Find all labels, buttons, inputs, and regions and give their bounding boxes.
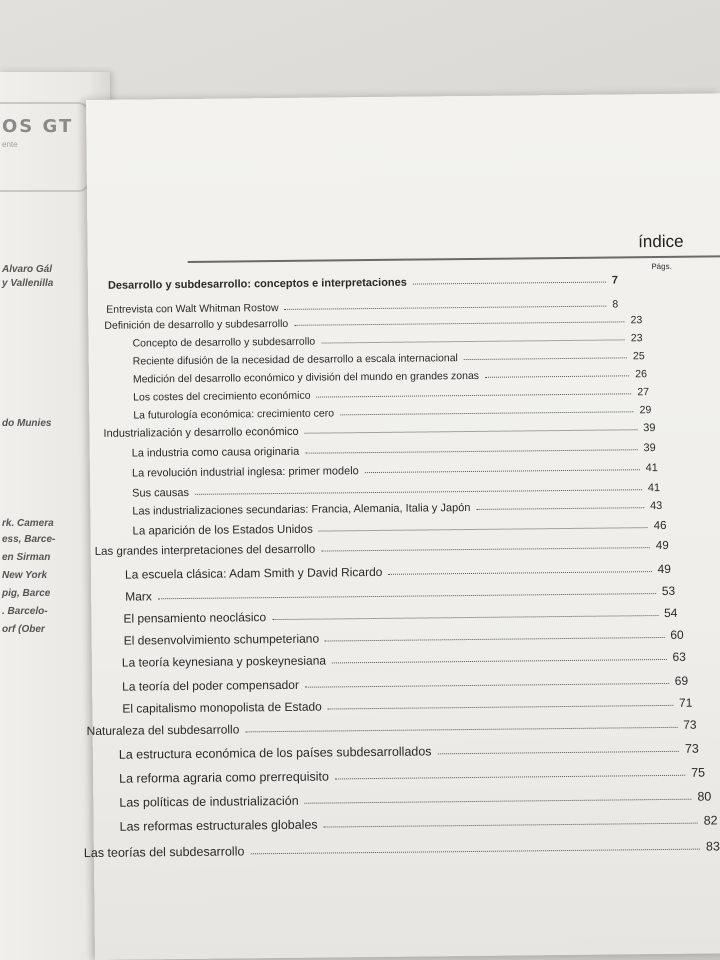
leader-dots (325, 637, 664, 642)
toc-entry-page: 69 (674, 673, 689, 688)
leader-dots (413, 282, 606, 285)
toc-entry-title: Definición de desarrollo y subdesarrollo (104, 317, 289, 332)
toc-entry-page: 80 (697, 789, 712, 804)
toc-entry-title: Las grandes interpretaciones del desarrollo (94, 543, 316, 558)
leader-dots (319, 527, 648, 531)
toc-entry-title: Los costes del crecimiento económico (133, 389, 311, 404)
toc-entry-page: 43 (649, 499, 663, 513)
toc-entry-page: 54 (663, 605, 678, 620)
toc-entry-page: 27 (637, 386, 650, 399)
toc-entry[interactable] (106, 298, 618, 315)
toc-entry[interactable] (104, 314, 642, 332)
leader-dots (335, 775, 685, 780)
toc-entry-title: Naturaleza del subdesarrollo (86, 722, 240, 739)
toc-entry-title: La reforma agraria como prerrequisito (119, 769, 329, 786)
toc-entry[interactable] (132, 482, 660, 500)
toc-entry[interactable] (123, 606, 677, 626)
toc-entry-title: Industrialización y desarrollo económico (103, 425, 299, 440)
toc-entry-page: 7 (611, 274, 618, 287)
title-rule (188, 255, 720, 263)
leader-dots (485, 375, 629, 378)
toc-entry-title: Entrevista con Walt Whitman Rostow (106, 301, 279, 316)
leader-dots (340, 411, 634, 415)
toc-entry-title: Marx (125, 589, 152, 604)
toc-entry-page: 60 (670, 627, 684, 642)
leader-dots (285, 306, 607, 310)
toc-entry-title: El pensamiento neoclásico (123, 610, 267, 626)
toc-entry[interactable] (132, 442, 656, 459)
leader-dots (245, 727, 677, 733)
back-page-box-subtitle: ente (2, 140, 18, 149)
toc-entry-title: Las políticas de industrialización (119, 793, 299, 810)
leader-dots (305, 799, 692, 804)
index-page (83, 93, 720, 960)
leader-dots (321, 339, 625, 343)
back-page-name: ess, Barce- (2, 534, 56, 545)
toc-entry[interactable] (125, 584, 675, 604)
toc-entry[interactable] (122, 674, 688, 694)
toc-entry-title: La industria como causa originaria (131, 445, 300, 460)
toc-entry-title: Medición del desarrollo económico y división del mundo en grandes zonas (132, 369, 480, 386)
back-page-name: orf (Ober (2, 624, 45, 635)
toc-entry[interactable] (133, 350, 645, 367)
back-page-name: en Sirman (2, 552, 51, 563)
toc-entry-page: 71 (678, 695, 693, 710)
leader-dots (272, 615, 658, 620)
toc-entry[interactable] (132, 332, 642, 349)
toc-entry[interactable] (87, 718, 697, 738)
toc-entry-page: 23 (630, 332, 643, 345)
toc-entry[interactable] (133, 386, 649, 403)
back-page-name: . Barcelo- (2, 606, 48, 617)
toc-entry-page: 25 (632, 350, 645, 363)
toc-entry-page: 8 (612, 298, 619, 311)
toc-entry-title: Desarrollo y subdesarrollo: conceptos e interpretaciones (107, 276, 407, 292)
leader-dots (305, 429, 638, 433)
toc-entry[interactable] (133, 404, 651, 421)
toc-entry-title: La aparición de los Estados Unidos (132, 523, 313, 538)
toc-entry-page: 23 (630, 314, 643, 327)
back-page-name: rk. Camera (2, 518, 54, 529)
leader-dots (324, 823, 698, 828)
toc-entry[interactable] (119, 789, 711, 809)
toc-entry-title: La escuela clásica: Adam Smith y David Ricardo (124, 564, 383, 582)
leader-dots (250, 849, 700, 855)
leader-dots (321, 547, 650, 551)
toc-entry-page: 49 (657, 561, 672, 577)
leader-dots (305, 449, 637, 453)
toc-entry[interactable] (124, 628, 684, 648)
toc-entry[interactable] (108, 274, 618, 291)
toc-entry-page: 39 (643, 422, 656, 435)
toc-entry-title: La revolución industrial inglesa: primer modelo (131, 465, 359, 480)
toc-entry[interactable] (119, 766, 705, 786)
toc-entry-title: Sus causas (132, 486, 190, 500)
toc-entry-title: La estructura económica de los países subdesarrollados (118, 744, 432, 762)
back-page-name: Alvaro Gál (2, 264, 53, 275)
back-page-box-title: OS GT (2, 116, 74, 137)
toc-entry-page: 75 (691, 765, 706, 780)
toc-entry-page: 41 (645, 462, 658, 475)
toc-entry[interactable] (122, 696, 692, 716)
back-page-name: do Munies (2, 418, 52, 429)
toc-entry-page: 39 (643, 442, 656, 455)
pages-column-label: Págs. (651, 261, 672, 272)
back-page-name: pig, Barce (2, 588, 51, 599)
leader-dots (305, 683, 669, 688)
toc-entry-title: La futurología económica: crecimiento cero (133, 407, 335, 422)
leader-dots (476, 507, 644, 510)
leader-dots (294, 321, 624, 325)
toc-entry-title: Reciente difusión de la necesidad de desarrollo a escala internacional (132, 352, 458, 368)
toc-entry-title: La teoría keynesiana y poskeynesiana (121, 653, 327, 670)
toc-entry-page: 26 (635, 368, 647, 381)
toc-entry-title: Concepto de desarrollo y subdesarrollo (132, 335, 316, 350)
toc-entry-title: El desenvolvimiento schumpeteriano (123, 631, 320, 648)
toc-entry[interactable] (132, 462, 658, 480)
toc-entry-page: 73 (683, 717, 697, 732)
toc-entry[interactable] (103, 422, 655, 440)
toc-entry-page: 29 (639, 404, 652, 417)
leader-dots (317, 393, 632, 397)
leader-dots (388, 571, 651, 575)
toc-entry[interactable] (132, 520, 666, 538)
leader-dots (332, 659, 666, 664)
toc-entry[interactable] (119, 742, 699, 762)
toc-entry-title: Las reformas estructurales globales (119, 817, 318, 834)
toc-entry-title: El capitalismo monopolista de Estado (122, 699, 322, 716)
toc-entry-title: Las teorías del subdesarrollo (83, 844, 245, 861)
leader-dots (464, 357, 627, 360)
toc-entry-page: 53 (661, 583, 676, 598)
toc-entry[interactable] (132, 500, 662, 518)
toc-entry[interactable] (120, 813, 718, 833)
toc-entry-page: 82 (703, 813, 718, 828)
toc-entry[interactable] (125, 562, 671, 582)
toc-entry[interactable] (133, 368, 647, 385)
toc-entry[interactable] (95, 540, 669, 558)
toc-entry-page: 63 (672, 649, 686, 664)
toc-entry[interactable] (122, 650, 686, 670)
toc-entry-page: 73 (684, 741, 699, 756)
toc-entry-page: 46 (653, 519, 667, 533)
toc-entry-page: 49 (655, 539, 669, 553)
page-title: índice (638, 231, 684, 252)
back-page-name: New York (2, 570, 48, 581)
toc-entry-page: 83 (705, 839, 720, 854)
leader-dots (365, 469, 640, 473)
back-page-name: y Vallenilla (2, 278, 54, 289)
leader-dots (158, 593, 656, 599)
toc-entry-title: Las industrializaciones secundarias: Francia, Alemania, Italia y Japón (132, 501, 471, 518)
leader-dots (328, 705, 673, 710)
toc-entry-title: La teoría del poder compensador (122, 677, 300, 694)
leader-dots (195, 489, 642, 495)
toc-entry-page: 41 (647, 482, 661, 495)
toc-entry[interactable] (84, 839, 720, 860)
leader-dots (438, 751, 679, 755)
